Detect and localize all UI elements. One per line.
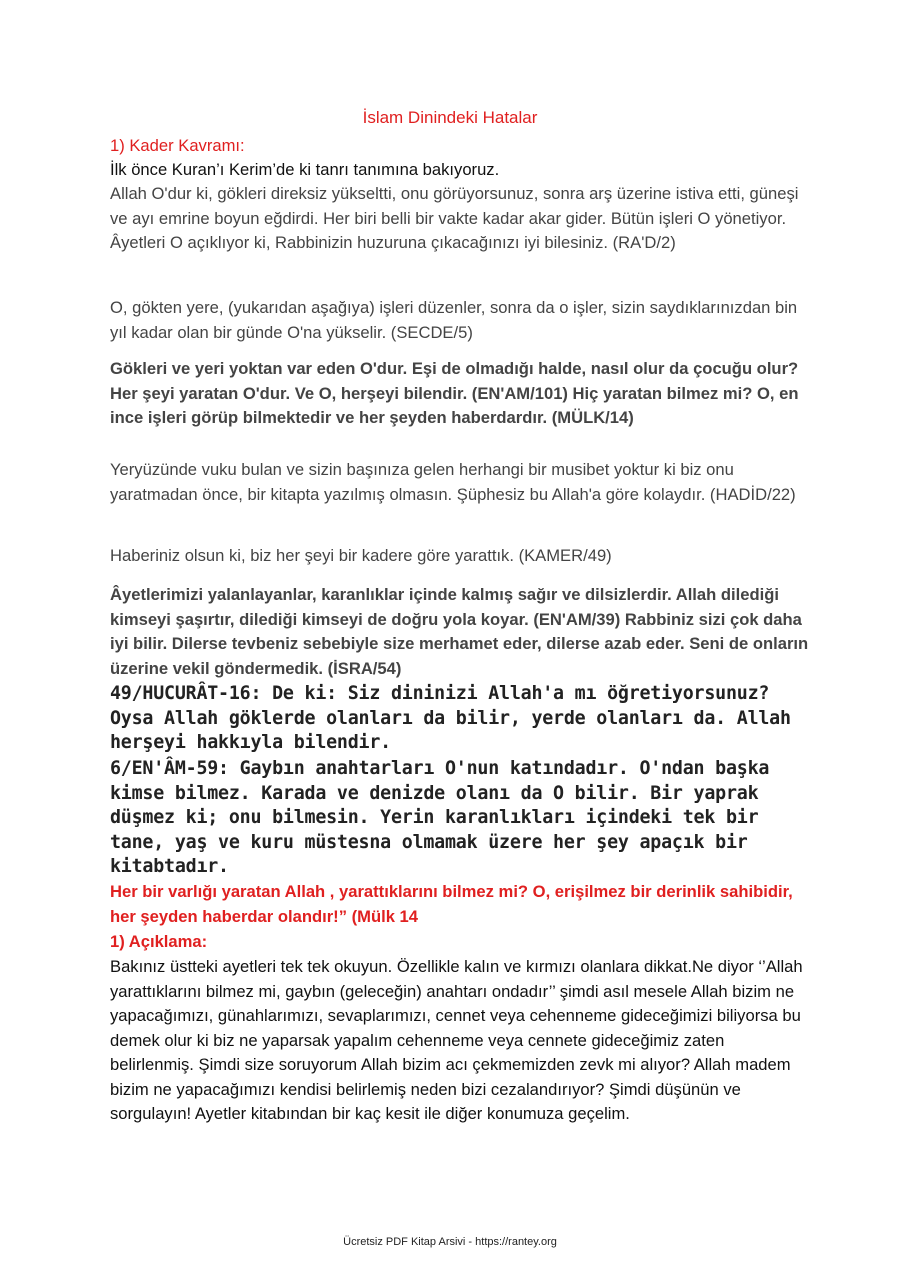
aciklama-heading: 1) Açıklama: bbox=[110, 932, 208, 951]
verse-hadid-22: Yeryüzünde vuku bulan ve sizin başınıza gelen herhangi bir musibet yoktur ki biz onu yaratmadan önce, bir kitapta yazılmış olmasın. Şüphesiz bu Allah'a göre kolaydır. (HADİD/22) bbox=[110, 460, 796, 504]
verse-rad-2: Allah O'dur ki, gökleri direksiz yükseltti, onu görüyorsunuz, sonra arş üzerine istiva etti, güneşi ve ayı emrine boyun eğdirdi. Her biri belli bir vakte kadar akar gider. Bütün işleri O yönetiyor. Âyetleri O açıklıyor ki, Rabbinizin huzuruna çıkacağınızı iyi bilesiniz. (RA'D/2) bbox=[110, 184, 799, 252]
verse-hucurat-16: 49/HUCURÂT-16: De ki: Siz dininizi Allah'a mı öğretiyorsunuz? Oysa Allah göklerde olanları da bilir, yerde olanları da. Allah herşeyi hakkıyla bilendir. bbox=[110, 683, 791, 753]
verse-secde-5: O, gökten yere, (yukarıdan aşağıya) işleri düzenler, sonra da o işler, sizin saydıklarınızdan bin yıl kadar olan bir günde O'na yükselir. (SECDE/5) bbox=[110, 298, 798, 342]
intro-paragraph: İlk önce Kuran’ı Kerim’de ki tanrı tanımına bakıyoruz. bbox=[110, 160, 500, 179]
kader-heading: 1) Kader Kavramı: bbox=[110, 136, 245, 155]
explanation-paragraph: Bakınız üstteki ayetleri tek tek okuyun. Özellikle kalın ve kırmızı olanlara dikkat.Ne diyor ‘’Allah yarattıklarını bilmez mi, gaybın (geleceğin) anahtarı ondadır’’ şimdi asıl mesele Allah bizim ne yapacağımızı, günahlarımızı, sevaplarımızı, cennet veya cehenneme gideceğimizi biliyorsa bu demek olur ki biz ne yaparsak yapalım cehenneme veya cennete gideceğimiz zaten belirlenmiş. Şimdi size soruyorum Allah bizim acı çekmemizden zevk mi alıyor? Allah madem bizim ne yapacağımızı kendisi belirlemiş neden bizi cezalandırıyor? Şimdi düşünün ve sorgulayın! Ayetler kitabından bir kaç kesit ile diğer konumuza geçelim. bbox=[110, 957, 803, 1123]
verse-enam-39-isra-54: Âyetlerimizi yalanlayanlar, karanlıklar içinde kalmış sağır ve dilsizlerdir. Allah dilediği kimseyi şaşırtır, dilediği kimseyi de doğru yola koyar. (EN'AM/39) Rabbiniz sizi çok daha iyi bilir. Dilerse tevbeniz sebebiyle size merhamet eder, dilerse azab eder. Seni de onların üzerine vekil göndermedik. (İSRA/54) bbox=[110, 585, 809, 678]
verse-enam-59: 6/EN'ÂM-59: Gaybın anahtarları O'nun katındadır. O'ndan başka kimse bilmez. Karada ve denizde olanı da O bilir. Bir yaprak düşmez ki; onu bilmesin. Yerin karanlıkları içindeki tek bir tane, yaş ve kuru müstesna olmamak üzere her şey apaçık bir kitabtadır. bbox=[110, 758, 770, 877]
verse-enam-101-mulk-14: Gökleri ve yeri yoktan var eden O'dur. Eşi de olmadığı halde, nasıl olur da çocuğu olur? Her şeyi yaratan O'dur. Ve O, herşeyi bilendir. (EN'AM/101) Hiç yaratan bilmez mi? O, en ince işleri görüp bilmektedir ve her şeyden haberdardır. (MÜLK/14) bbox=[110, 359, 799, 427]
page-footer: Ücretsiz PDF Kitap Arsivi - https://rantey.org bbox=[343, 1236, 557, 1248]
verse-kamer-49: Haberiniz olsun ki, biz her şeyi bir kadere göre yarattık. (KAMER/49) bbox=[110, 546, 612, 565]
verse-mulk-14-red: Her bir varlığı yaratan Allah , yarattıklarını bilmez mi? O, erişilmez bir derinlik sahibidir, her şeyden haberdar olandır!” (Mülk 14 bbox=[110, 882, 793, 926]
document-title: İslam Dinindeki Hatalar bbox=[362, 108, 538, 127]
